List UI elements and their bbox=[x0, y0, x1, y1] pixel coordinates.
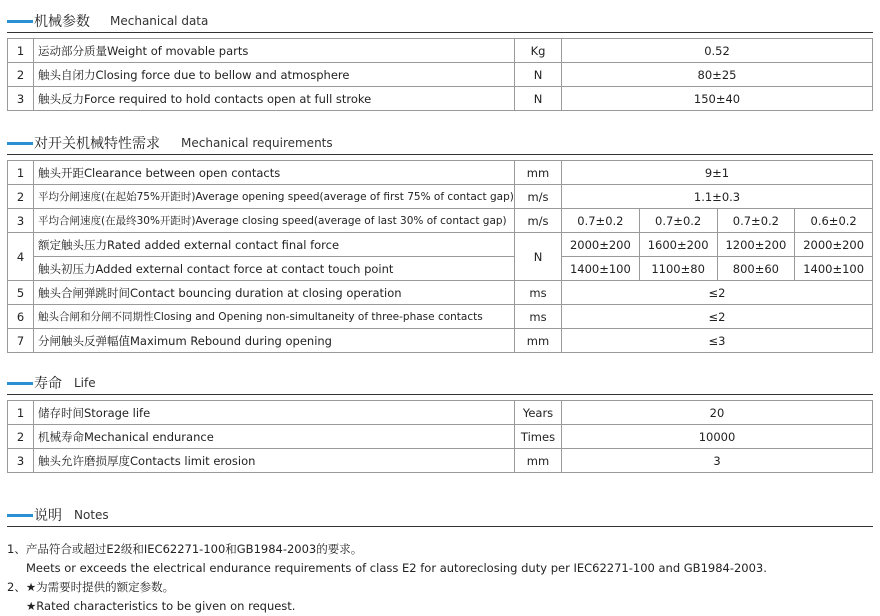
row-number: 1 bbox=[8, 39, 34, 63]
row-number: 5 bbox=[8, 281, 34, 305]
row-value: 150±40 bbox=[562, 87, 873, 111]
section-marker bbox=[7, 514, 33, 517]
section-title-en: Mechanical requirements bbox=[181, 136, 333, 150]
row-description: 触头初压力Added external contact force at contact touch point bbox=[34, 257, 515, 281]
row-unit: Years bbox=[515, 401, 562, 425]
table-row bbox=[8, 401, 873, 425]
table-row bbox=[8, 281, 873, 305]
mechanical-data-table bbox=[7, 38, 873, 111]
row-number: 2 bbox=[8, 63, 34, 87]
row-number: 3 bbox=[8, 87, 34, 111]
table-row bbox=[8, 305, 873, 329]
row-description: 分闸触头反弹幅值Maximum Rebound during opening bbox=[34, 329, 515, 353]
row-number: 7 bbox=[8, 329, 34, 353]
table-row bbox=[8, 185, 873, 209]
section-rule bbox=[7, 394, 873, 395]
table-row bbox=[8, 39, 873, 63]
row-description: 触头允许磨损厚度Contacts limit erosion bbox=[34, 449, 515, 473]
section-title-en: Life bbox=[74, 376, 96, 390]
row-value: 0.52 bbox=[562, 39, 873, 63]
life-table bbox=[7, 400, 873, 473]
section-header-notes bbox=[7, 503, 873, 527]
note-2-zh: 2、★为需要时提供的额定参数。 bbox=[7, 580, 175, 594]
table-row bbox=[8, 329, 873, 353]
row-value: 0.7±0.2 bbox=[639, 209, 717, 233]
row-unit: N bbox=[515, 233, 562, 281]
row-value: 0.7±0.2 bbox=[717, 209, 795, 233]
row-value: 10000 bbox=[562, 425, 873, 449]
row-value: 1100±80 bbox=[639, 257, 717, 281]
section-title-zh: 寿命 bbox=[34, 376, 62, 392]
row-number: 3 bbox=[8, 209, 34, 233]
row-number: 1 bbox=[8, 401, 34, 425]
row-description: 平均分闸速度(在起始75%开距时)Average opening speed(average of first 75% of contact gap) bbox=[34, 185, 515, 209]
row-value: ≤2 bbox=[562, 281, 873, 305]
row-description: 触头反力Force required to hold contacts open at full stroke bbox=[34, 87, 515, 111]
row-value: 800±60 bbox=[717, 257, 795, 281]
table-row bbox=[8, 161, 873, 185]
row-unit: Kg bbox=[515, 39, 562, 63]
table-row bbox=[8, 87, 873, 111]
row-value: 1400±100 bbox=[562, 257, 640, 281]
row-description: 触头合闸和分闸不同期性Closing and Opening non-simultaneity of three-phase contacts bbox=[34, 305, 515, 329]
row-description: 运动部分质量Weight of movable parts bbox=[34, 39, 515, 63]
row-unit: mm bbox=[515, 329, 562, 353]
note-1-zh: 1、产品符合或超过E2级和IEC62271-100和GB1984-2003的要求。 bbox=[7, 542, 363, 556]
section-title-en: Notes bbox=[74, 508, 109, 522]
row-description: 平均合闸速度(在最终30%开距时)Average closing speed(average of last 30% of contact gap) bbox=[34, 209, 515, 233]
row-unit: ms bbox=[515, 305, 562, 329]
section-marker bbox=[7, 382, 33, 385]
row-value: 9±1 bbox=[562, 161, 873, 185]
row-value: 0.6±0.2 bbox=[795, 209, 873, 233]
row-value: 1600±200 bbox=[639, 233, 717, 257]
table-row bbox=[8, 449, 873, 473]
note-1-en: Meets or exceeds the electrical endurance requirements of class E2 for autoreclosing duty per IEC62271-100 and GB1984-2003. bbox=[26, 561, 767, 575]
table-row bbox=[8, 425, 873, 449]
row-description: 触头合闸弹跳时间Contact bouncing duration at closing operation bbox=[34, 281, 515, 305]
row-value: 1400±100 bbox=[795, 257, 873, 281]
mechanical-requirements-table bbox=[7, 160, 873, 353]
row-value: 3 bbox=[562, 449, 873, 473]
row-unit: Times bbox=[515, 425, 562, 449]
row-value: 2000±200 bbox=[562, 233, 640, 257]
row-value: 80±25 bbox=[562, 63, 873, 87]
row-value: 1200±200 bbox=[717, 233, 795, 257]
section-title-zh: 机械参数 bbox=[34, 14, 90, 30]
section-rule bbox=[7, 32, 873, 33]
section-marker bbox=[7, 20, 33, 23]
row-value: 20 bbox=[562, 401, 873, 425]
section-title-en: Mechanical data bbox=[110, 14, 209, 28]
row-description: 机械寿命Mechanical endurance bbox=[34, 425, 515, 449]
row-description: 触头自闭力Closing force due to bellow and atmosphere bbox=[34, 63, 515, 87]
row-number: 4 bbox=[8, 233, 34, 281]
row-value: 2000±200 bbox=[795, 233, 873, 257]
row-value: ≤3 bbox=[562, 329, 873, 353]
row-number: 1 bbox=[8, 161, 34, 185]
row-unit: mm bbox=[515, 449, 562, 473]
row-description: 额定触头压力Rated added external contact final force bbox=[34, 233, 515, 257]
section-header-life bbox=[7, 371, 873, 395]
table-row bbox=[8, 257, 873, 281]
row-value: 0.7±0.2 bbox=[562, 209, 640, 233]
row-unit: mm bbox=[515, 161, 562, 185]
section-rule bbox=[7, 526, 873, 527]
row-number: 6 bbox=[8, 305, 34, 329]
row-value: 1.1±0.3 bbox=[562, 185, 873, 209]
row-description: 储存时间Storage life bbox=[34, 401, 515, 425]
section-title-zh: 说明 bbox=[34, 508, 62, 524]
row-unit: m/s bbox=[515, 209, 562, 233]
table-row bbox=[8, 63, 873, 87]
section-marker bbox=[7, 142, 33, 145]
row-number: 2 bbox=[8, 185, 34, 209]
table-row bbox=[8, 209, 873, 233]
row-unit: m/s bbox=[515, 185, 562, 209]
row-unit: N bbox=[515, 87, 562, 111]
row-number: 2 bbox=[8, 425, 34, 449]
section-header-mechanical-data bbox=[7, 9, 873, 33]
section-rule bbox=[7, 154, 873, 155]
section-title-zh: 对开关机械特性需求 bbox=[34, 136, 160, 152]
row-unit: ms bbox=[515, 281, 562, 305]
notes-body bbox=[7, 540, 873, 616]
row-description: 触头开距Clearance between open contacts bbox=[34, 161, 515, 185]
row-number: 3 bbox=[8, 449, 34, 473]
section-header-mechanical-requirements bbox=[7, 131, 873, 155]
row-value: ≤2 bbox=[562, 305, 873, 329]
row-unit: N bbox=[515, 63, 562, 87]
note-2-en: ★Rated characteristics to be given on request. bbox=[26, 599, 296, 613]
table-row bbox=[8, 233, 873, 257]
